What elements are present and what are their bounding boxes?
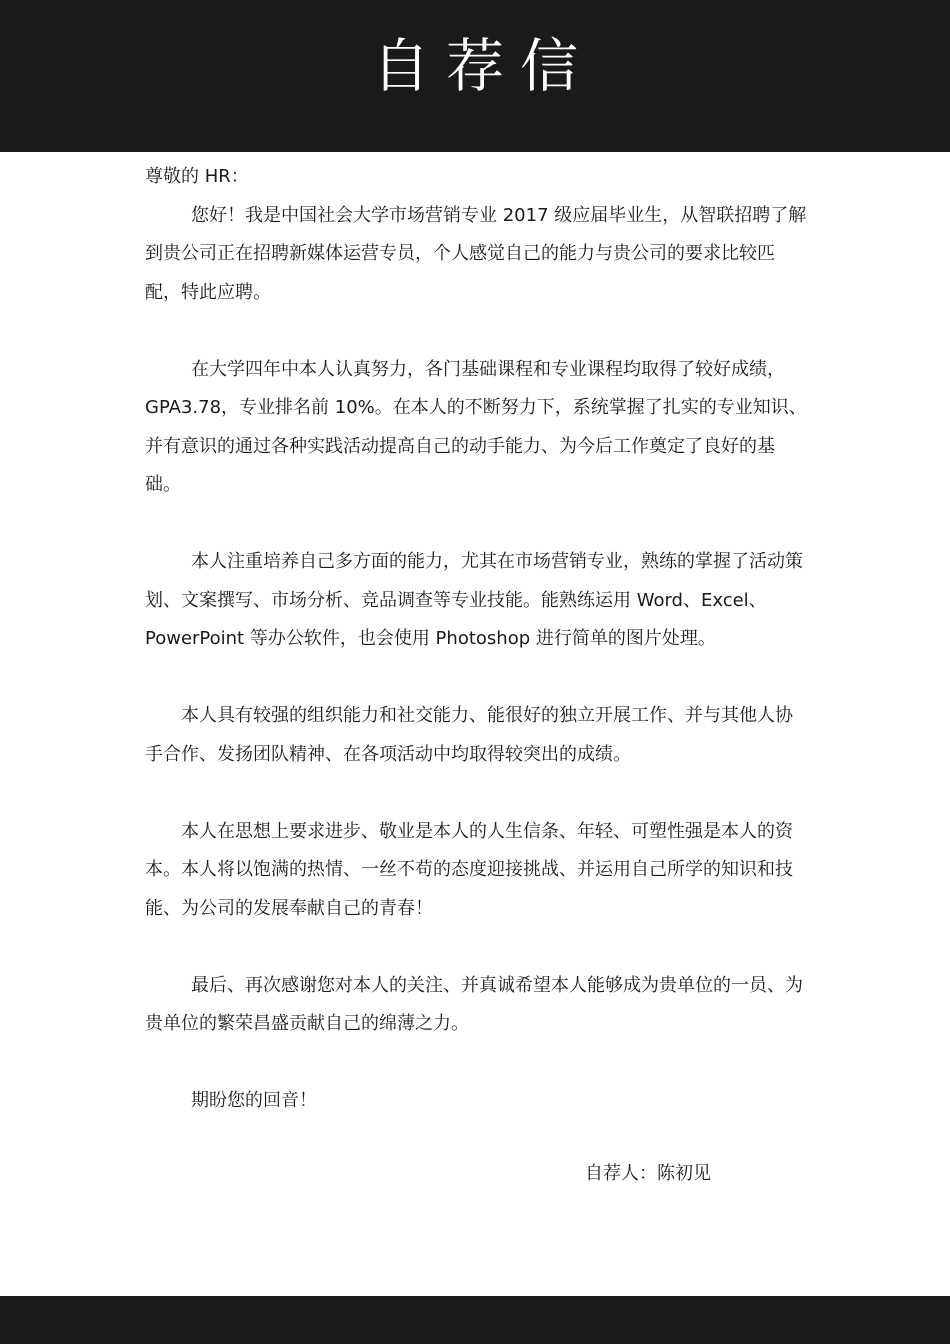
paragraph-gap [145, 659, 809, 698]
header-band [0, 0, 950, 152]
signature: 自荐人：陈初见 [585, 1163, 711, 1184]
paragraph-attitude: 本人在思想上要求进步、敬业是本人的人生信条、年轻、可塑性强是本人的资本。本人将以饱满的热情、一丝不苟的态度迎接挑战、并运用自己所学的知识和技能、为公司的发展奉献自己的青春！ [145, 820, 793, 919]
paragraph-gap [145, 312, 809, 351]
paragraph-gap [145, 928, 809, 967]
paragraph-gap [145, 774, 809, 813]
paragraph-gap [145, 1044, 809, 1083]
footer-band [0, 1296, 950, 1344]
paragraph-intro: 您好！我是中国社会大学市场营销专业 2017 级应届毕业生，从智联招聘了解到贵公司正在招聘新媒体运营专员，个人感觉自己的能力与贵公司的要求比较匹配，特此应聘。 [145, 204, 807, 303]
paragraph-teamwork: 本人具有较强的组织能力和社交能力、能很好的独立开展工作、并与其他人协手合作、发扬团队精神、在各项活动中均取得较突出的成绩。 [145, 705, 793, 765]
paragraph-await-reply: 期盼您的回音！ [191, 1090, 317, 1111]
paragraph-closing: 最后、再次感谢您对本人的关注、并真诚希望本人能够成为贵单位的一员、为贵单位的繁荣昌盛贡献自己的绵薄之力。 [145, 974, 803, 1034]
paragraph-skills: 本人注重培养自己多方面的能力，尤其在市场营销专业，熟练的掌握了活动策划、文案撰写、市场分析、竞品调查等专业技能。能熟练运用 Word、Excel、PowerPoint 等办公软件，也会使用 Photoshop 进行简单的图片处理。 [145, 551, 803, 649]
salutation: 尊敬的 HR： [145, 166, 249, 187]
paragraph-gap [145, 505, 809, 544]
letter-body [145, 158, 809, 1121]
document-title: 自荐信 [371, 32, 594, 100]
paragraph-academics: 在大学四年中本人认真努力，各门基础课程和专业课程均取得了较好成绩，GPA3.78，专业排名前 10%。在本人的不断努力下，系统掌握了扎实的专业知识、并有意识的通过各种实践活动提高自己的动手能力、为今后工作奠定了良好的基础。 [145, 358, 807, 495]
